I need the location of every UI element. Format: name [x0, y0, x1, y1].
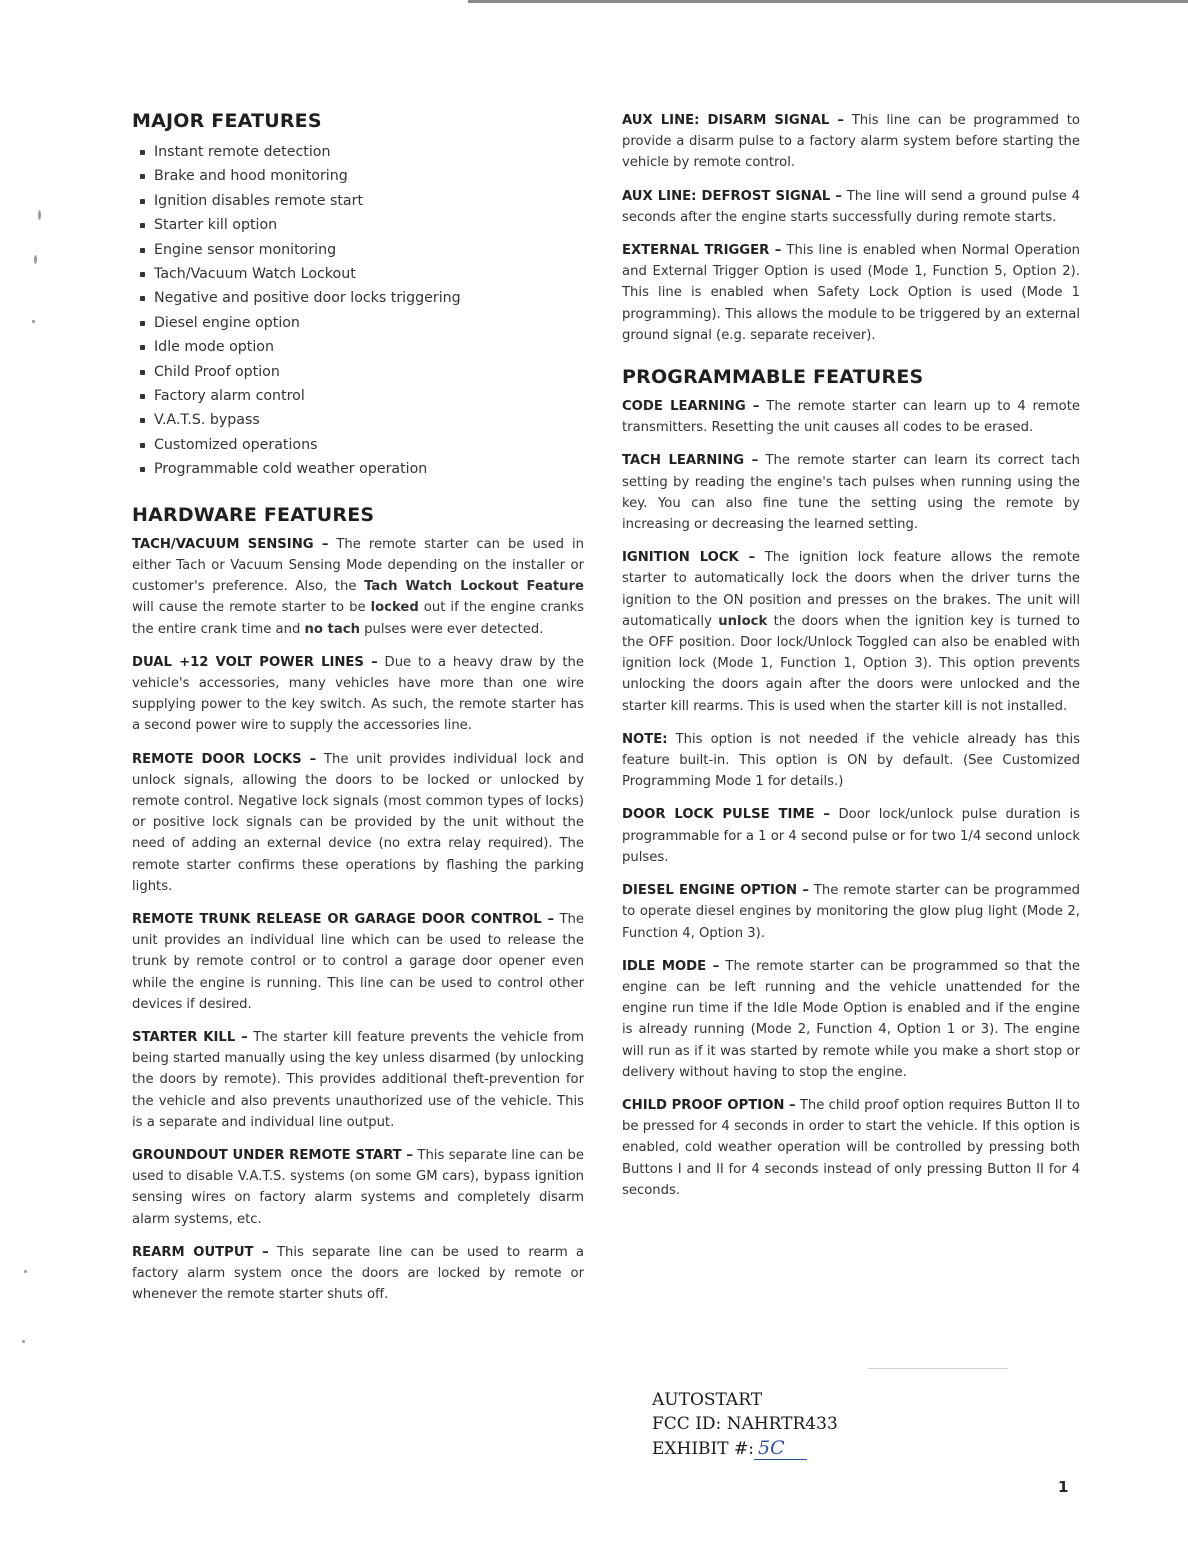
list-item: Starter kill option — [132, 213, 584, 237]
list-item: Ignition disables remote start — [132, 189, 584, 213]
remote-door-locks-paragraph: REMOTE DOOR LOCKS – The unit provides individual lock and unlock signals, allowing the doors to be locked or unlocked by remote control. Negative lock signals (most common types of locks) or positive lock signals can be provided by the unit without the need of adding an external device (no extra relay required). The remote starter confirms these operations by flashing the parking lights. — [132, 751, 584, 894]
dual-power-paragraph: DUAL +12 VOLT POWER LINES – Due to a heavy draw by the vehicle's accessories, many vehicles have more than one wire supplying power to the key switch. As such, the remote starter has a second power wire to supply the accessories line. — [132, 654, 584, 734]
scan-speck — [38, 210, 41, 220]
exhibit-company: AUTOSTART — [652, 1390, 763, 1410]
note-paragraph: NOTE: This option is not needed if the vehicle already has this feature built-in. This option is ON by default. (See Customized Programming Mode 1 for details.) — [622, 731, 1080, 790]
scan-speck — [34, 255, 37, 264]
scan-speck — [24, 1270, 27, 1273]
major-features-title: MAJOR FEATURES — [132, 110, 322, 132]
list-item: Factory alarm control — [132, 384, 584, 408]
list-item: Idle mode option — [132, 335, 584, 359]
list-item: V.A.T.S. bypass — [132, 408, 584, 432]
exhibit-fcc-id: FCC ID: NAHRTR433 — [652, 1414, 838, 1434]
list-item: Instant remote detection — [132, 140, 584, 164]
exhibit-number: EXHIBIT #: 5C — [652, 1436, 838, 1461]
list-item: Customized operations — [132, 433, 584, 457]
left-column — [132, 110, 584, 1317]
page-number: 1 — [1058, 1478, 1069, 1496]
scan-speck — [32, 320, 35, 323]
list-item: Diesel engine option — [132, 311, 584, 335]
rearm-output-paragraph: REARM OUTPUT – This separate line can be used to rearm a factory alarm system once the doors are locked by remote or whenever the remote starter shuts off. — [132, 1244, 584, 1303]
code-learning-paragraph: CODE LEARNING – The remote starter can learn up to 4 remote transmitters. Resetting the unit causes all codes to be erased. — [622, 399, 1080, 436]
list-item: Negative and positive door locks triggering — [132, 286, 584, 310]
scan-speck — [22, 1340, 25, 1343]
starter-kill-paragraph: STARTER KILL – The starter kill feature prevents the vehicle from being started manually using the key unless disarmed (by unlocking the doors by remote). This provides additional theft-prevention for the vehicle and also prevents unauthorized use of the vehicle. This is a separate and individual line output. — [132, 1029, 584, 1130]
aux-defrost-paragraph: AUX LINE: DEFROST SIGNAL – The line will send a ground pulse 4 seconds after the engine starts successfully during remote starts. — [622, 188, 1081, 225]
list-item: Programmable cold weather operation — [132, 457, 584, 481]
diesel-engine-paragraph: DIESEL ENGINE OPTION – The remote starter can be programmed to operate diesel engines by monitoring the glow plug light (Mode 2, Function 4, Option 3). — [622, 883, 1080, 941]
door-lock-pulse-paragraph: DOOR LOCK PULSE TIME – Door lock/unlock pulse duration is programmable for a 1 or 4 second pulse or for two 1/4 second unlock pulses. — [622, 807, 1080, 865]
child-proof-paragraph: CHILD PROOF OPTION – The child proof option requires Button II to be pressed for 4 seconds in order to start the vehicle. If this option is enabled, cold weather operation will be controlled by pressing both Buttons I and II for 4 seconds instead of only pressing Button II for 4 seconds. — [622, 1097, 1080, 1198]
list-item: Brake and hood monitoring — [132, 164, 584, 188]
exhibit-number-value: 5C — [754, 1437, 807, 1460]
divider — [868, 1368, 1008, 1369]
list-item: Child Proof option — [132, 360, 584, 384]
major-features-list — [132, 140, 584, 482]
tach-learning-paragraph: TACH LEARNING – The remote starter can learn its correct tach setting by reading the engine's tach pulses when running using the key. You can also fine tune the setting using the remote by increasing or decreasing the learned setting. — [622, 453, 1080, 533]
exhibit-stamp — [652, 1388, 838, 1461]
programmable-features-title: PROGRAMMABLE FEATURES — [622, 366, 924, 389]
hardware-features-title: HARDWARE FEATURES — [132, 503, 375, 526]
trunk-release-paragraph: REMOTE TRUNK RELEASE OR GARAGE DOOR CONTROL – The unit provides an individual line which can be used to release the trunk by remote control or to control a garage door opener even while the engine is running. This line can be used to control other devices if desired. — [132, 911, 584, 1012]
list-item: Tach/Vacuum Watch Lockout — [132, 262, 584, 286]
ignition-lock-paragraph: IGNITION LOCK – The ignition lock feature allows the remote starter to automatically lock the doors when the driver turns the ignition to the ON position and presses on the brakes. The unit will automatically unlock the doors when the ignition key is turned to the OFF position. Door lock/Unlock Toggled can also be enabled with ignition lock (Mode 1, Function 1, Option 3). This option prevents unlocking the doors again after the doors were unlocked and the starter kill rearms. This is used when the starter kill is not installed. — [622, 550, 1080, 714]
list-item: Engine sensor monitoring — [132, 238, 584, 262]
aux-disarm-paragraph: AUX LINE: DISARM SIGNAL – This line can be programmed to provide a disarm pulse to a factory alarm system before starting the vehicle by remote control. — [622, 113, 1080, 171]
tach-vacuum-paragraph: TACH/VACUUM SENSING – The remote starter can be used in either Tach or Vacuum Sensing Mode depending on the installer or customer's preference. Also, the Tach Watch Lockout Feature will cause the remote starter to be locked out if the engine cranks the entire crank time and no tach pulses were ever detected. — [132, 536, 585, 637]
idle-mode-paragraph: IDLE MODE – The remote starter can be programmed so that the engine can be left running and the vehicle unattended for the engine run time if the Idle Mode Option is enabled and if the engine is already running (Mode 2, Function 4, Option 1 or 3). The engine will run as if it was started by remote while you make a short stop or delivery without having to stop the engine. — [622, 958, 1080, 1080]
right-column — [622, 110, 1080, 1213]
external-trigger-paragraph: EXTERNAL TRIGGER – This line is enabled when Normal Operation and External Trigger Option is used (Mode 1, Function 5, Option 2). This line is enabled when Safety Lock Option is used (Mode 1 programming). This allows the module to be triggered by an external ground signal (e.g. separate receiver). — [622, 243, 1080, 343]
groundout-paragraph: GROUNDOUT UNDER REMOTE START – This separate line can be used to disable V.A.T.S. systems (on some GM cars), bypass ignition sensing wires on factory alarm systems and completely disarm alarm systems, etc. — [132, 1147, 584, 1227]
top-scan-edge — [468, 0, 1188, 3]
